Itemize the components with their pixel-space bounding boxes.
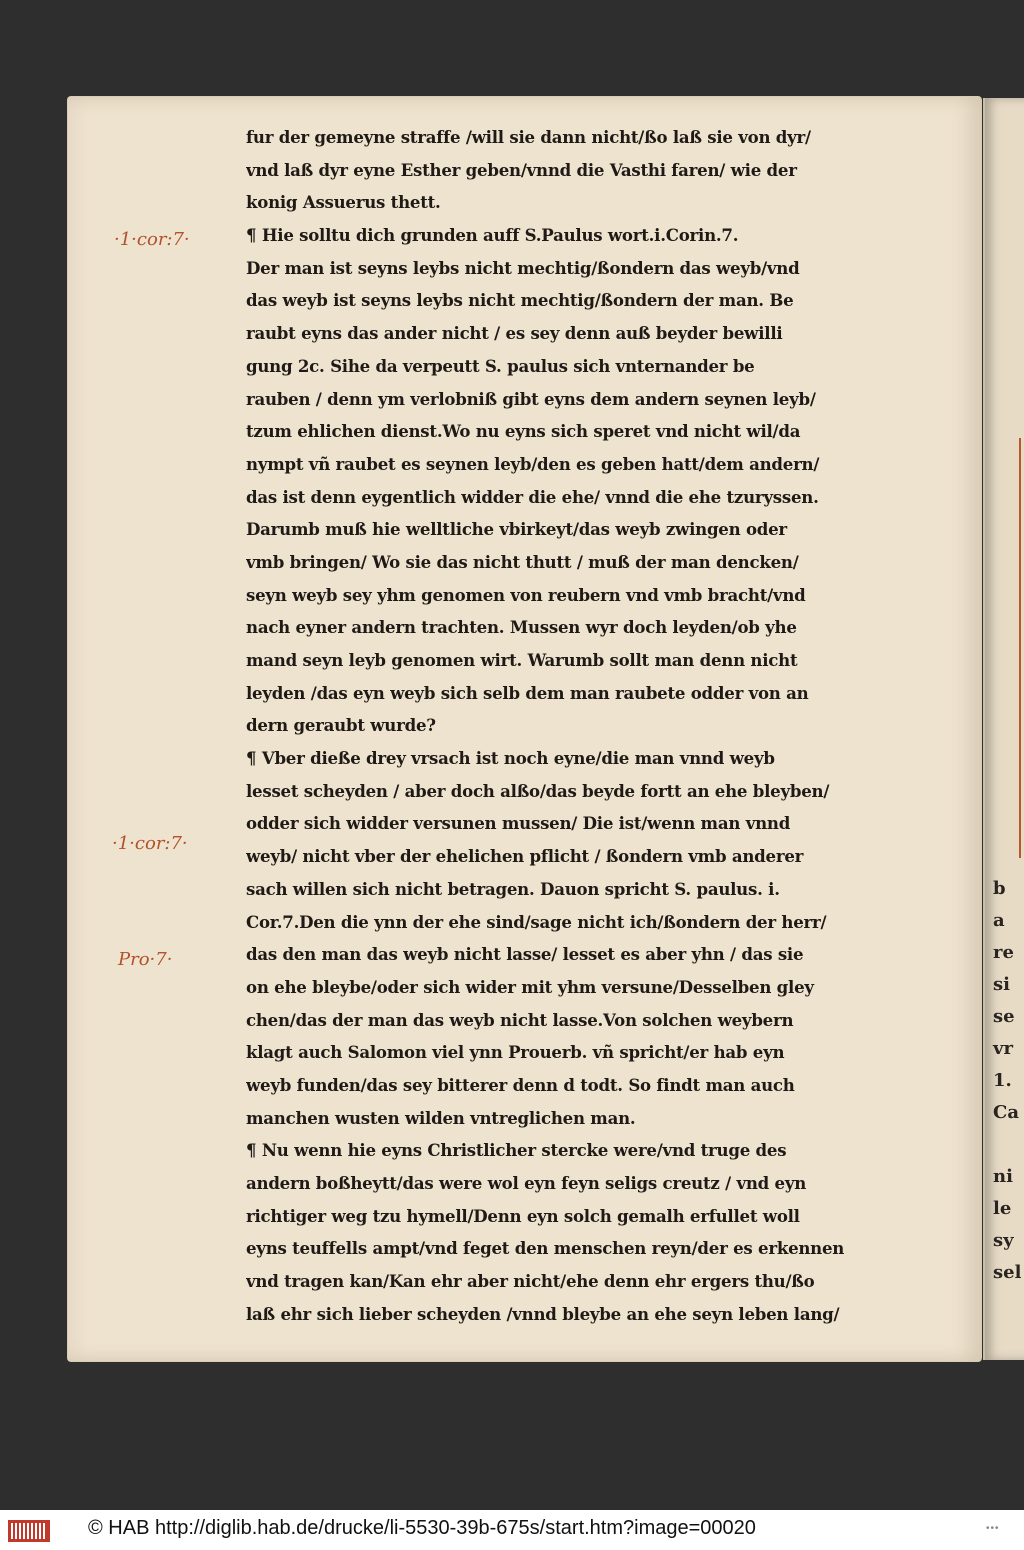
text-line: vnd tragen kan/Kan ehr aber nicht/ehe denn ehr ergers thu/ßo [246, 1271, 815, 1292]
footer-bar [0, 1510, 1024, 1550]
text-line: Darumb muß hie welltliche vbirkeyt/das weyb zwingen oder [246, 519, 787, 540]
text-line: das den man das weyb nicht lasse/ lesset es aber yhn / das sie [246, 944, 804, 965]
text-line: odder sich widder versunen mussen/ Die ist/wenn man vnnd [246, 813, 791, 834]
red-rule-mark [1019, 438, 1021, 858]
text-line: vnd laß dyr eyne Esther geben/vnnd die Vasthi faren/ wie der [246, 159, 797, 180]
text-line: nach eyner andern trachten. Mussen wyr doch leyden/ob yhe [246, 617, 797, 638]
text-line: raubt eyns das ander nicht / es sey denn auß beyder bewilli [246, 323, 783, 344]
text-line: Der man ist seyns leybs nicht mechtig/ßondern das weyb/vnd [246, 257, 800, 278]
text-line: manchen wusten wilden vntreglichen man. [246, 1107, 636, 1128]
text-line: andern boßheytt/das were wol eyn feyn seligs creutz / vnd eyn [246, 1173, 807, 1193]
text-line: sach willen sich nicht betragen. Dauon spricht S. paulus. i. [246, 878, 780, 899]
adjacent-page-fragment: 1. [993, 1070, 1012, 1091]
text-line: ¶ Nu wenn hie eyns Christlicher stercke were/vnd truge des [246, 1140, 787, 1161]
adjacent-page-fragment: b [993, 878, 1006, 899]
adjacent-page-fragment: Ca [993, 1102, 1019, 1123]
text-line: lesset scheyden / aber doch alßo/das beyde fortt an ehe bleyben/ [246, 780, 830, 801]
text-line: nympt vñ raubet es seynen leyb/den es geben hatt/dem andern/ [246, 453, 820, 474]
page-text [246, 121, 926, 1330]
text-line: leyden /das eyn weyb sich selb dem man raubete odder von an [246, 682, 809, 703]
adjacent-page-edge [983, 98, 1024, 1360]
copyright-url[interactable]: © HAB http://diglib.hab.de/drucke/li-5530-39b-675s/start.htm?image=00020 [88, 1517, 756, 1539]
text-line: konig Assuerus thett. [246, 192, 441, 213]
text-line: rauben / denn ym verlobniß gibt eyns dem andern seynen leyb/ [246, 388, 816, 409]
hab-logo-icon [8, 1520, 50, 1542]
text-line: ¶ Vber dieße drey vrsach ist noch eyne/die man vnnd weyb [246, 748, 775, 769]
text-line: dern geraubt wurde? [246, 715, 436, 736]
text-line: das ist denn eygentlich widder die ehe/ vnnd die ehe tzuryssen. [246, 486, 819, 507]
text-line: eyns teuffells ampt/vnd feget den menschen reyn/der es erkennen [246, 1238, 845, 1259]
text-line: klagt auch Salomon viel ynn Prouerb. vñ spricht/er hab eyn [246, 1042, 785, 1063]
text-line: chen/das der man das weyb nicht lasse.Von solchen weybern [246, 1009, 794, 1030]
adjacent-page-fragment: si [993, 974, 1010, 995]
text-line: richtiger weg tzu hymell/Denn eyn solch gemalh erfullet woll [246, 1205, 800, 1226]
text-line: fur der gemeyne straffe /will sie dann nicht/ßo laß sie von dyr/ [246, 127, 811, 147]
adjacent-page-fragment: ni [993, 1166, 1013, 1187]
adjacent-page-fragment: se [993, 1006, 1015, 1027]
text-line: vmb bringen/ Wo sie das nicht thutt / muß der man dencken/ [246, 551, 799, 572]
text-line: on ehe bleybe/oder sich wider mit yhm versune/Desselben gley [246, 976, 814, 997]
adjacent-page-fragment: sel [993, 1262, 1022, 1283]
text-line: gung 2c. Sihe da verpeutt S. paulus sich vnternander be [246, 355, 755, 376]
adjacent-page-fragment: sy [993, 1230, 1014, 1251]
text-line: mand seyn leyb genomen wirt. Warumb sollt man denn nicht [246, 650, 798, 670]
text-line: tzum ehlichen dienst.Wo nu eyns sich speret vnd nicht wil/da [246, 421, 801, 442]
marginal-note: ·1·cor:7· [112, 833, 188, 854]
marginal-note: ·1·cor:7· [114, 229, 190, 250]
text-line: weyb funden/das sey bitterer denn d todt. So findt man auch [246, 1074, 795, 1095]
adjacent-page-fragment: le [993, 1198, 1012, 1219]
book-page [68, 97, 981, 1361]
text-line: seyn weyb sey yhm genomen von reubern vnd vmb bracht/vnd [246, 584, 806, 605]
more-dots-icon[interactable]: ••• [986, 1523, 1000, 1534]
text-line: laß ehr sich lieber scheyden /vnnd bleybe an ehe seyn leben lang/ [246, 1303, 840, 1324]
text-line: weyb/ nicht vber der ehelichen pflicht / ßondern vmb anderer [246, 846, 804, 867]
adjacent-page-fragment: re [993, 942, 1014, 963]
text-line: das weyb ist seyns leybs nicht mechtig/ßondern der man. Be [246, 290, 794, 311]
adjacent-page-fragment: vr [993, 1038, 1013, 1059]
text-line: Cor.7.Den die ynn der ehe sind/sage nicht ich/ßondern der herr/ [246, 911, 827, 932]
adjacent-page-fragment: a [993, 910, 1005, 931]
text-line: ¶ Hie solltu dich grunden auff S.Paulus wort.i.Corin.7. [246, 225, 739, 246]
marginal-note: Pro·7· [118, 949, 173, 970]
